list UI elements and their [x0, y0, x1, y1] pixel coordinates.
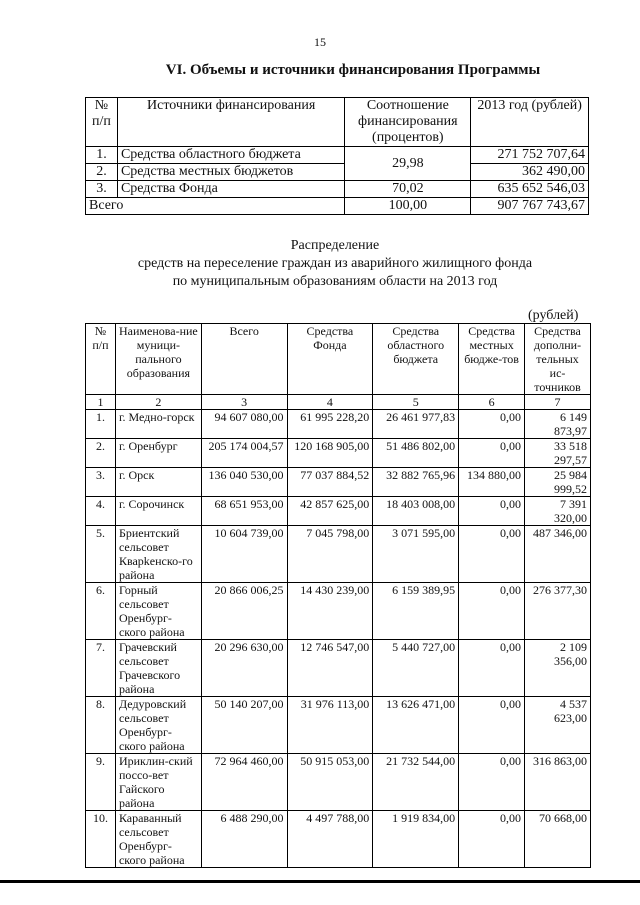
- row-total: 50 140 207,00: [201, 697, 287, 754]
- row-source: Средства областного бюджета: [117, 147, 344, 164]
- header-local: Средства местных бюдже-тов: [459, 324, 525, 395]
- row-ratio: 70,02: [345, 181, 471, 198]
- row-other: 276 377,30: [525, 583, 591, 640]
- row-fund: 31 976 113,00: [287, 697, 373, 754]
- row-other: 316 863,00: [525, 754, 591, 811]
- row-other: 4 537 623,00: [525, 697, 591, 754]
- row-regional: 26 461 977,83: [373, 410, 459, 439]
- row-total: 72 964 460,00: [201, 754, 287, 811]
- units-label: (рублей): [528, 308, 579, 323]
- row-num: 5.: [86, 526, 116, 583]
- row-local: 0,00: [459, 754, 525, 811]
- row-num: 2.: [86, 164, 118, 181]
- row-fund: 7 045 798,00: [287, 526, 373, 583]
- row-num: 1.: [86, 147, 118, 164]
- table-row: [86, 468, 591, 497]
- financing-table: [85, 97, 589, 215]
- row-name: Грачевский сельсовет Грачевского района: [115, 640, 201, 697]
- table-row: [86, 164, 589, 181]
- row-source: Средства местных бюджетов: [117, 164, 344, 181]
- row-name: г. Оренбург: [115, 439, 201, 468]
- row-name: г. Орск: [115, 468, 201, 497]
- row-other: 7 391 320,00: [525, 497, 591, 526]
- row-amount: 362 490,00: [471, 164, 589, 181]
- column-index: 5: [373, 395, 459, 410]
- row-total: 94 607 080,00: [201, 410, 287, 439]
- header-num: № п/п: [86, 324, 116, 395]
- page-number: 15: [314, 35, 326, 49]
- table-row: [86, 410, 591, 439]
- row-regional: 3 071 595,00: [373, 526, 459, 583]
- header-ratio: Соотношение финансирования (процентов): [345, 98, 471, 147]
- row-name: Бриентский сельсовет Кварkенско-го района: [115, 526, 201, 583]
- table-row: [86, 181, 589, 198]
- row-name: г. Медно-горск: [115, 410, 201, 439]
- column-index: 6: [459, 395, 525, 410]
- row-num: 3.: [86, 181, 118, 198]
- row-regional: 51 486 802,00: [373, 439, 459, 468]
- row-local: 0,00: [459, 410, 525, 439]
- row-num: 10.: [86, 811, 116, 868]
- distribution-title-line1: Распределение: [290, 238, 380, 253]
- row-amount: 271 752 707,64: [471, 147, 589, 164]
- column-index: 2: [115, 395, 201, 410]
- row-local: 0,00: [459, 640, 525, 697]
- row-total: 20 296 630,00: [201, 640, 287, 697]
- table-row: [86, 497, 591, 526]
- table-row: [86, 583, 591, 640]
- row-fund: 12 746 547,00: [287, 640, 373, 697]
- row-total: 6 488 290,00: [201, 811, 287, 868]
- row-regional: 18 403 008,00: [373, 497, 459, 526]
- row-other: 33 518 297,57: [525, 439, 591, 468]
- distribution-body: [86, 410, 591, 868]
- row-regional: 1 919 834,00: [373, 811, 459, 868]
- section-title: VI. Объемы и источники финансирования Программы: [165, 62, 541, 78]
- row-num: 9.: [86, 754, 116, 811]
- row-other: 25 984 999,52: [525, 468, 591, 497]
- table-row: [86, 754, 591, 811]
- row-regional: 6 159 389,95: [373, 583, 459, 640]
- row-name: г. Сорочинск: [115, 497, 201, 526]
- row-name: Дедуровский сельсовет Оренбург-ского района: [115, 697, 201, 754]
- row-amount: 635 652 546,03: [471, 181, 589, 198]
- row-name: Караванный сельсовет Оренбург-ского района: [115, 811, 201, 868]
- row-local: 0,00: [459, 497, 525, 526]
- row-ratio: 29,98: [345, 147, 471, 181]
- row-num: 6.: [86, 583, 116, 640]
- row-name: Горный сельсовет Оренбург-ского района: [115, 583, 201, 640]
- row-fund: 61 995 228,20: [287, 410, 373, 439]
- row-local: 0,00: [459, 697, 525, 754]
- column-index: 1: [86, 395, 116, 410]
- row-total: 68 651 953,00: [201, 497, 287, 526]
- row-regional: 13 626 471,00: [373, 697, 459, 754]
- column-index-row: [86, 395, 591, 410]
- row-other: 70 668,00: [525, 811, 591, 868]
- row-num: 1.: [86, 410, 116, 439]
- distribution-title-line3: по муниципальным образованиям области на 2013 год: [172, 274, 498, 289]
- header-year: 2013 год (рублей): [471, 98, 589, 147]
- row-num: 3.: [86, 468, 116, 497]
- row-other: 487 346,00: [525, 526, 591, 583]
- row-total: 20 866 006,25: [201, 583, 287, 640]
- row-local: 0,00: [459, 439, 525, 468]
- distribution-table: [85, 323, 591, 868]
- row-fund: 50 915 053,00: [287, 754, 373, 811]
- row-regional: 21 732 544,00: [373, 754, 459, 811]
- table-row: [86, 697, 591, 754]
- header-source: Источники финансирования: [117, 98, 344, 147]
- column-index: 7: [525, 395, 591, 410]
- column-index: 4: [287, 395, 373, 410]
- table-row: [86, 526, 591, 583]
- table-row: [86, 147, 589, 164]
- row-total: 205 174 004,57: [201, 439, 287, 468]
- row-source: Средства Фонда: [117, 181, 344, 198]
- distribution-title-line2: средств на переселение граждан из аварийного жилищного фонда: [137, 256, 533, 271]
- row-local: 0,00: [459, 526, 525, 583]
- total-row: [86, 198, 589, 215]
- distribution-header-row: [86, 324, 591, 395]
- table-row: [86, 439, 591, 468]
- total-label: Всего: [86, 198, 345, 215]
- row-fund: 42 857 625,00: [287, 497, 373, 526]
- header-fund: Средства Фонда: [287, 324, 373, 395]
- total-amount: 907 767 743,67: [471, 198, 589, 215]
- row-other: 6 149 873,97: [525, 410, 591, 439]
- row-num: 8.: [86, 697, 116, 754]
- total-ratio: 100,00: [345, 198, 471, 215]
- row-num: 4.: [86, 497, 116, 526]
- row-regional: 32 882 765,96: [373, 468, 459, 497]
- row-fund: 120 168 905,00: [287, 439, 373, 468]
- row-name: Ириклин-ский поссо-вет Гайского района: [115, 754, 201, 811]
- distribution-title: [0, 237, 640, 291]
- row-local: 0,00: [459, 811, 525, 868]
- row-fund: 14 430 239,00: [287, 583, 373, 640]
- row-num: 2.: [86, 439, 116, 468]
- row-fund: 4 497 788,00: [287, 811, 373, 868]
- table-row: [86, 640, 591, 697]
- row-total: 136 040 530,00: [201, 468, 287, 497]
- bottom-rule: [0, 880, 640, 883]
- header-other: Средства дополни-тельных ис-точников: [525, 324, 591, 395]
- row-total: 10 604 739,00: [201, 526, 287, 583]
- row-other: 2 109 356,00: [525, 640, 591, 697]
- row-num: 7.: [86, 640, 116, 697]
- header-num: № п/п: [86, 98, 118, 147]
- column-index: 3: [201, 395, 287, 410]
- header-name: Наименова-ние муници-пального образования: [115, 324, 201, 395]
- header-total: Всего: [201, 324, 287, 395]
- financing-header-row: [86, 98, 589, 147]
- header-regional: Средства областного бюджета: [373, 324, 459, 395]
- row-regional: 5 440 727,00: [373, 640, 459, 697]
- table-row: [86, 811, 591, 868]
- row-fund: 77 037 884,52: [287, 468, 373, 497]
- row-local: 134 880,00: [459, 468, 525, 497]
- row-local: 0,00: [459, 583, 525, 640]
